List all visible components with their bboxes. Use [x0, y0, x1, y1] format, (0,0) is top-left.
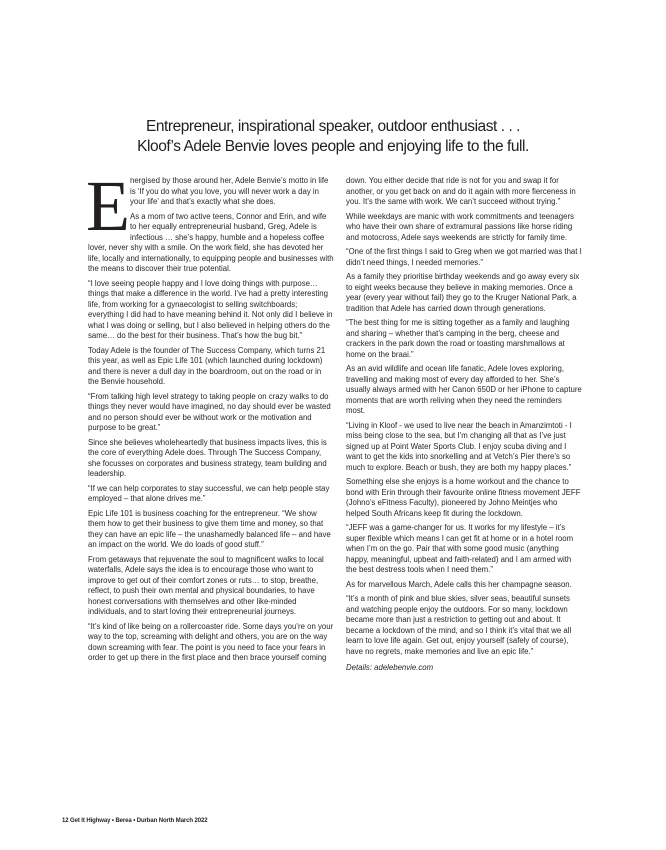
article-paragraph: “One of the first things I said to Greg when we got married was that I didn’t need things, I needed memories.” — [346, 247, 582, 267]
article-paragraph: “The best thing for me is sitting together as a family and laughing and sharing – whether that’s camping in the berg, cheese and crackers in the park down the road or toasting marshmallows at home on the braai.” — [346, 318, 570, 359]
article-paragraph: As an avid wildlife and ocean life fanatic, Adele loves exploring, travelling and making most of every day afforded to her. She’s usually always armed with her Canon 650D or her iPhone to capture moments that are worth reliving when they need the reminders most. — [346, 364, 582, 415]
page-footer: 12 Get It Highway • Berea • Durban North March 2022 — [62, 818, 208, 824]
article-paragraph: “Living in Kloof - we used to live near the beach in Amanzimtoti - I miss being close to the sea, but I’m changing all that as I’ve just signed up at Point Water Sports Club. I enjoy scuba diving and I want to get the kids into snorkelling and at Vetch’s Pier there’s so much to explore. Beach or bush, they are both my happy places.” — [346, 420, 572, 472]
article-paragraph: As a family they prioritise birthday weekends and go away every six to eight weeks because they believe in making memories. Once a year (every year without fail) they go to the Kruger National Park, a tradition that Adele has carried down through generations. — [346, 272, 580, 313]
article-paragraph: As for marvellous March, Adele calls this her champagne season. — [346, 579, 572, 589]
article-paragraph: “I love seeing people happy and I love doing things with purpose… things that make a difference in the world. I’ve had a pretty interesting life, from working for a gynaecologist to selling switchboards; everything I did had to have meaning behind it. Not only did I believe in what I was doing or selling, but I also believed in helping others do the same… do the best for their business. That’s how the bug bit.” — [88, 278, 333, 340]
paragraph-text: nergised by those around her, Adele Benvie’s motto in life is ‘If you do what you love, you will never work a day in your life’ and that’s exactly what she does. — [130, 176, 329, 206]
article-paragraph: “JEFF was a game-changer for us. It works for my lifestyle – it’s super flexible which means I can get fit at home or in a hotel room when I’m on the go. Pair that with some good music (anything happy, meaningful, upbeat and faith-related) and I am armed with the best destress tools when I need them.” — [346, 523, 574, 574]
article-right-column — [346, 176, 582, 678]
headline-line-1: Entrepreneur, inspirational speaker, outdoor enthusiast . . . — [145, 118, 521, 135]
article-paragraph: As a mom of two active teens, Connor and Erin, and wife to her equally entrepreneurial husband, Greg, Adele is infectious … she’s happy, humble and a hopeless coffee lover, never shy with a smile. On the work field, she has devoted her life, locally and internationally, to equipping people and businesses with the means to discover their true potential. — [88, 211, 334, 273]
headline-line-2: Kloof’s Adele Benvie loves people and enjoying life to the full. — [137, 138, 529, 155]
article-left-column — [86, 166, 334, 668]
article-paragraph: “It’s kind of like being on a rollercoaster ride. Some days you’re on your way to the top, screaming with delight and others, you are on the way down screaming with fear. The point is you need to face your fears in order to get up there in the first place and then brace yourself coming — [88, 621, 334, 662]
article-paragraph: down. You either decide that ride is not for you and swap it for another, or you get back on and do it again with more fierceness in you. It’s the same with work. We can’t succeed without trying.” — [346, 176, 576, 206]
article-paragraph: Epic Life 101 is business coaching for the entrepreneur. “We show them how to get their business to give them time and money, so that they can have an epic life – the unashamedly balanced life – and have an impact on the world. We do loads of good stuff.” — [88, 508, 331, 549]
article-paragraph: “From talking high level strategy to taking people on crazy walks to do things they never would have imagined, no day should ever be wasted and no person should ever be without work or the motivation and purpose to be great.” — [88, 391, 331, 432]
headline — [60, 117, 606, 157]
article-paragraph: Since she believes wholeheartedly that business impacts lives, this is the core of everything Adele does. Through The Success Company, she focusses on corporates and business strategy, team building and leadership. — [88, 437, 327, 478]
drop-cap: E — [86, 166, 130, 246]
article-paragraph: Something else she enjoys is a home workout and the chance to bond with Erin through their favourite online fitness movement JEFF (Johno’s eFitness Faculty), pioneered by Johno Meintjes who helped South Africans keep fit during the lockdown. — [346, 477, 581, 518]
article-paragraph: Today Adele is the founder of The Success Company, which turns 21 this year, as well as Epic Life 101 (which launched during lockdown) and there is never a dull day in the boardroom, out on the road or in the Benvie household. — [88, 345, 326, 386]
article-paragraph: While weekdays are manic with work commitments and teenagers who have their own share of extramural passions like horse riding and motocross, Adele says weekends are strictly for family time. — [346, 211, 574, 242]
article-paragraph: “If we can help corporates to stay successful, we can help people stay employed – that alone drives me.” — [88, 483, 330, 503]
details-line: Details: adelebenvie.com — [346, 663, 434, 672]
article-paragraph: “It’s a month of pink and blue skies, silver seas, beautiful sunsets and watching people enjoy the outdoors. For so many, lockdown became more than just a restriction to getting out and about. It became a lockdown of the mind, and so I think it’s vital that we all learn to love life again. Get out, enjoy yourself (safely of course), have no regrets, make memories and live an epic life.” — [346, 594, 572, 656]
article-paragraph: From getaways that rejuvenate the soul to magnificent walks to local waterfalls, Adele says the idea is to encourage those who want to improve to get out of their comfort zones or ruts… to stop, breathe, reflect, to push their own mental and physical boundaries, to have honest conversations with themselves and other like-minded individuals, and to start loving their entrepreneurial journeys. — [88, 554, 324, 616]
